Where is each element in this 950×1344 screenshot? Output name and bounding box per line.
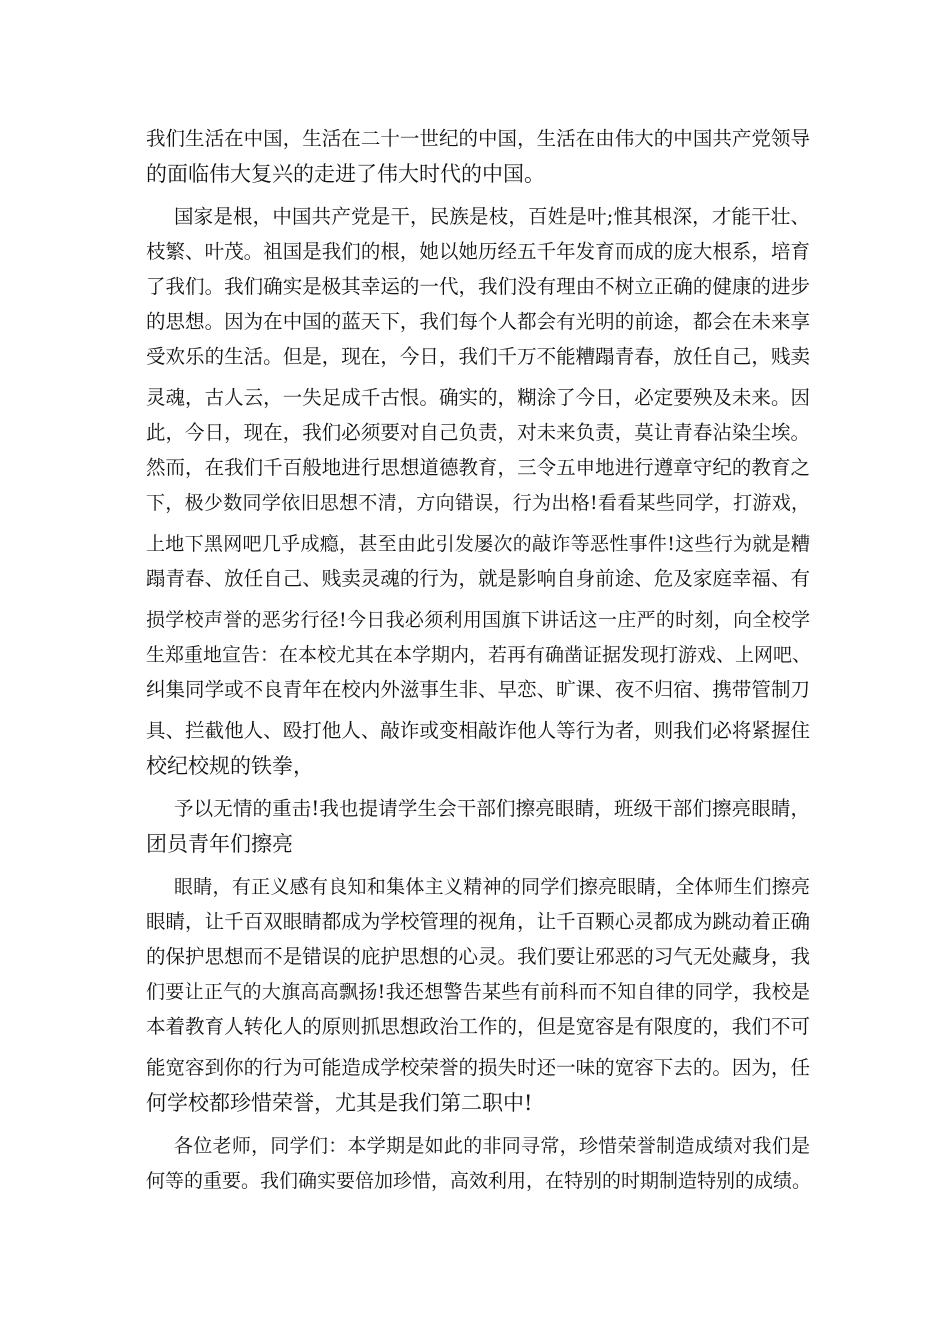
text-line: 们要让正气的大旗高高飘扬!我还想警告某些有前科而不知自律的同学，我校是 (146, 981, 810, 1003)
text-line: 具、拦截他人、殴打他人、敲诈或变相敲诈他人等行为者，则我们必将紧握住 (146, 719, 810, 742)
text-line: 何等的重要。我们确实要倍加珍惜，高效利用，在特别的时期制造特别的成绩。 (146, 1170, 812, 1192)
text-line: 何学校都珍惜荣誉，尤其是我们第二职中! (146, 1091, 533, 1115)
text-line: 上地下黑网吧几乎成瘾，甚至由此引发屡次的敲诈等恶性事件!这些行为就是糟 (146, 533, 810, 555)
text-line: 受欢乐的生活。但是，现在，今日，我们千万不能糟蹋青春，放任自己，贱卖 (146, 345, 810, 368)
text-line: 纠集同学或不良青年在校内外滋事生非、早恋、旷课、夜不归宿、携带管制刀 (146, 678, 810, 701)
text-line: 各位老师，同学们：本学期是如此的非同寻常，珍惜荣誉制造成绩对我们是 (174, 1135, 810, 1157)
text-line: 团员青年们擦亮 (146, 832, 293, 856)
text-line: 枝繁、叶茂。祖国是我们的根，她以她历经五千年发育而成的庞大根系，培育 (146, 240, 810, 263)
text-line: 然而，在我们千百般地进行思想道德教育，三令五申地进行遵章守纪的教育之 (146, 456, 810, 479)
text-line: 灵魂，古人云，一失足成千古恨。确实的，糊涂了今日，必定要殃及未来。因 (146, 386, 810, 409)
text-line: 眼睛，有正义感有良知和集体主义精神的同学们擦亮眼睛，全体师生们擦亮 (174, 876, 810, 898)
text-line: 校纪校规的铁拳， (146, 754, 314, 778)
text-line: 蹋青春、放任自己、贱卖灵魂的行为，就是影响自身前途、危及家庭幸福、有 (146, 567, 810, 590)
text-line: 眼睛，让千百双眼睛都成为学校管理的视角，让千百颗心灵都成为跳动着正确 (146, 910, 810, 933)
text-line: 本着教育人转化人的原则抓思想政治工作的，但是宽容是有限度的，我们不可 (146, 1015, 810, 1038)
text-line: 予以无情的重击!我也提请学生会干部们擦亮眼睛，班级干部们擦亮眼睛， (174, 797, 810, 820)
text-line: 的思想。因为在中国的蓝天下，我们每个人都会有光明的前途，都会在未来享 (146, 310, 810, 333)
text-line: 了我们。我们确实是极其幸运的一代，我们没有理由不树立正确的健康的进步 (146, 275, 810, 298)
text-line: 损学校声誉的恶劣行径!今日我必须利用国旗下讲话这一庄严的时刻，向全校学 (146, 609, 810, 631)
text-line: 生郑重地宣告：在本校尤其在本学期内，若再有确凿证据发现打游戏、上网吧、 (146, 644, 812, 666)
text-line: 国家是根，中国共产党是干，民族是枝，百姓是叶;惟其根深，才能干壮、 (174, 205, 810, 228)
text-line: 的面临伟大复兴的走进了伟大时代的中国。 (146, 162, 545, 186)
text-line: 的保护思想而不是错误的庇护思想的心灵。我们要让邪恶的习气无处藏身，我 (146, 945, 810, 968)
text-line: 下，极少数同学依旧思想不清，方向错误，行为出格!看看某些同学，打游戏， (146, 492, 810, 514)
text-line: 我们生活在中国，生活在二十一世纪的中国，生活在由伟大的中国共产党领导 (146, 127, 810, 150)
text-line: 此，今日，现在，我们必须要对自己负责，对未来负责，莫让青春沾染尘埃。 (146, 421, 810, 444)
text-line: 能宽容到你的行为可能造成学校荣誉的损失时还一味的宽容下去的。因为，任 (146, 1056, 810, 1079)
